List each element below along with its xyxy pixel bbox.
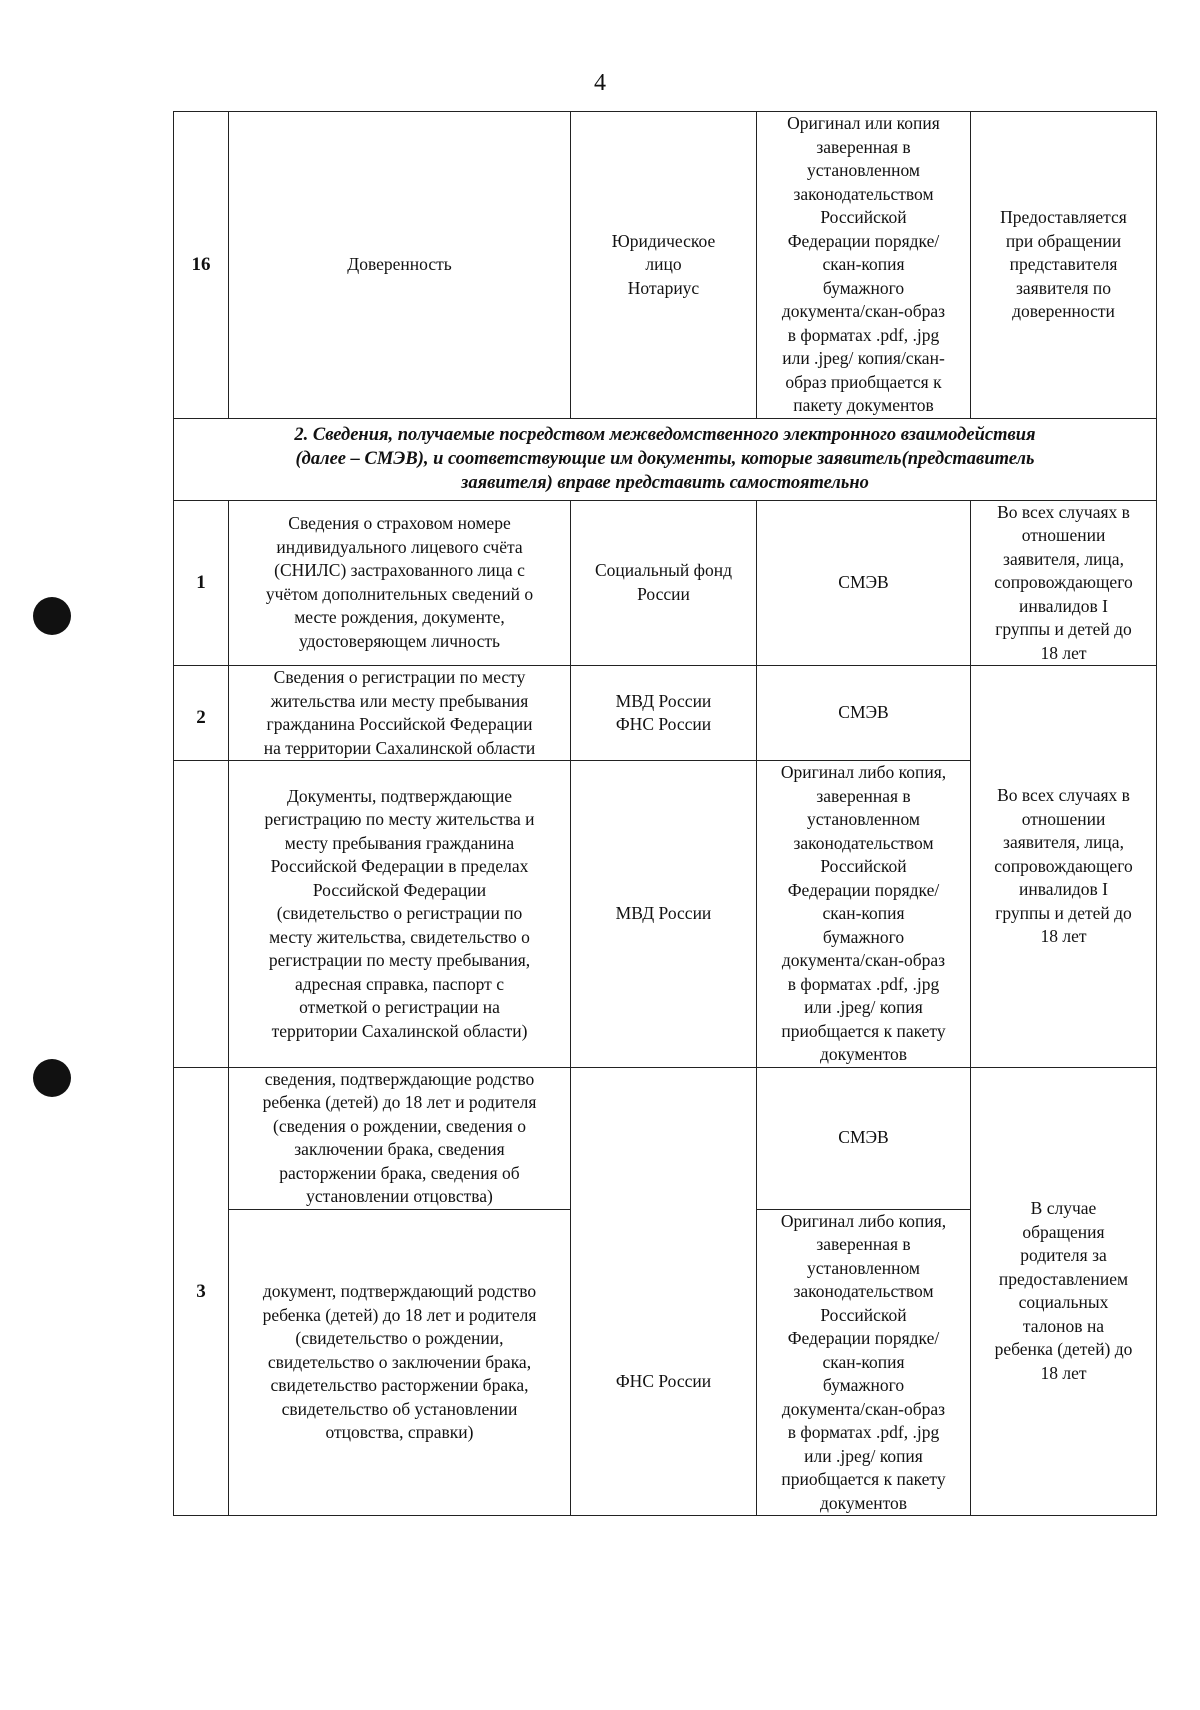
- row-number: 3: [174, 1067, 229, 1516]
- table-row: [174, 1067, 1157, 1209]
- issuer-cell: [571, 500, 757, 666]
- text-line: представителя: [1009, 254, 1118, 274]
- text-line: 18 лет: [1040, 1362, 1087, 1383]
- text-line: приобщается к пакету: [781, 1020, 946, 1041]
- text-line: документов: [819, 1044, 908, 1064]
- text-line: отношении: [1021, 808, 1106, 829]
- text-line: скан-копия: [822, 903, 905, 923]
- text-line: Социальный фонд: [594, 560, 732, 581]
- text-line: 18 лет: [1040, 926, 1087, 946]
- text-line: регистрации по месту пребывания,: [268, 950, 531, 970]
- text-line: бумажного: [822, 926, 905, 947]
- text-line: законодательством: [793, 1281, 934, 1301]
- text-line: сопровождающего: [994, 572, 1133, 592]
- text-line: расторжении брака, сведения об: [279, 1162, 520, 1183]
- text-line: отцовства, справки): [325, 1422, 474, 1442]
- text-line: инвалидов I: [1019, 879, 1108, 899]
- text-line: МВД России: [615, 690, 712, 711]
- text-line: законодательством: [793, 183, 934, 204]
- text-line: заявителя по: [1015, 277, 1112, 298]
- text-line: удостоверяющем личность: [298, 630, 500, 651]
- page-number: 4: [594, 70, 606, 96]
- text-line: обращения: [1022, 1221, 1105, 1242]
- text-line: Федерации порядке/: [787, 230, 940, 251]
- text-line: 2. Сведения, получаемые посредством межведомственного электронного взаимодействия: [294, 425, 1036, 445]
- text-line: бумажного: [822, 277, 905, 298]
- text-line: (СНИЛС) застрахованного лица с: [274, 560, 525, 581]
- document-name-cell: Доверенность: [229, 112, 571, 419]
- text-line: Сведения о страховом номере: [288, 513, 511, 534]
- text-line: установленном: [806, 809, 920, 829]
- text-line: сопровождающего: [994, 855, 1133, 876]
- text-line: 18 лет: [1040, 642, 1087, 663]
- text-line: пакету документов: [793, 395, 934, 415]
- text-line: скан-копия: [822, 1351, 905, 1372]
- text-line: скан-копия: [822, 254, 905, 274]
- text-line: документа/скан-образ: [781, 301, 946, 321]
- text-line: документов: [819, 1492, 908, 1513]
- text-line: адресная справка, паспорт с: [295, 973, 504, 994]
- text-line: установленном: [806, 1257, 920, 1278]
- text-line: Предоставляется: [1000, 207, 1127, 227]
- text-line: Оригинал либо копия,: [780, 1210, 947, 1231]
- text-line: жительства или месту пребывания: [270, 690, 529, 711]
- text-line: в форматах .pdf, .jpg: [787, 973, 940, 994]
- text-line: месте рождения, документе,: [294, 607, 505, 628]
- text-line: родителя за: [1020, 1245, 1107, 1266]
- text-line: образ приобщается к: [785, 371, 942, 392]
- text-line: В случае: [1030, 1198, 1097, 1219]
- text-line: заявителя) вправе представить самостоятельно: [461, 473, 869, 493]
- text-line: заявителя, лица,: [1003, 548, 1124, 569]
- text-line: заключении брака, сведения: [294, 1139, 505, 1159]
- table-row: [174, 112, 1157, 419]
- text-line: Российской Федерации: [312, 879, 487, 900]
- row-number: 1: [174, 500, 229, 666]
- text-line: месту пребывания гражданина: [284, 832, 515, 853]
- punch-hole: [33, 1059, 71, 1097]
- text-line: Российской Федерации в пределах: [270, 856, 529, 876]
- table-row: [174, 666, 1157, 761]
- issuer-cell: [571, 666, 757, 761]
- text-line: индивидуального лицевого счёта: [276, 536, 523, 557]
- document-name-cell: [229, 761, 571, 1068]
- text-line: учётом дополнительных сведений о: [265, 583, 534, 604]
- text-line: ФНС России: [615, 714, 712, 734]
- row-number-continuation: [174, 761, 229, 1068]
- condition-cell: [971, 112, 1157, 419]
- text-line: документа/скан-образ: [781, 1398, 946, 1419]
- issuer-cell: [571, 112, 757, 419]
- text-line: доверенности: [1012, 301, 1115, 321]
- text-line: заверенная в: [816, 136, 911, 157]
- document-name-cell: [229, 500, 571, 666]
- text-line: Оригинал либо копия,: [780, 762, 947, 782]
- text-line: Сведения о регистрации по месту: [273, 667, 526, 687]
- text-line: установлении отцовства): [306, 1186, 493, 1206]
- text-line: документ, подтверждающий родство: [262, 1281, 537, 1301]
- text-line: группы и детей до: [995, 902, 1132, 923]
- submission-form-cell: СМЭВ: [757, 666, 971, 761]
- text-line: (свидетельство о регистрации по: [276, 903, 523, 923]
- text-line: при обращении: [1005, 230, 1122, 251]
- submission-form-cell: [757, 112, 971, 419]
- issuer-cell: [571, 1067, 757, 1516]
- text-line: отношении: [1021, 525, 1106, 545]
- text-line: бумажного: [822, 1375, 905, 1395]
- text-line: социальных: [1018, 1292, 1109, 1313]
- text-line: в форматах .pdf, .jpg: [787, 1422, 940, 1442]
- text-line: России: [637, 583, 690, 604]
- text-line: отметкой о регистрации на: [299, 997, 500, 1017]
- text-line: территории Сахалинской области): [271, 1020, 528, 1041]
- text-line: Нотариус: [627, 277, 700, 298]
- text-line: Российской: [820, 1304, 907, 1325]
- table-row: [174, 500, 1157, 666]
- submission-form-cell: [757, 761, 971, 1068]
- text-line: группы и детей до: [995, 619, 1132, 639]
- text-line: (далее – СМЭВ), и соответствующие им документы, которые заявитель(представитель: [295, 449, 1035, 469]
- condition-cell: [971, 666, 1157, 1068]
- submission-form-cell: СМЭВ: [757, 1067, 971, 1209]
- text-line: свидетельство о заключении брака,: [267, 1351, 532, 1372]
- document-name-cell: [229, 666, 571, 761]
- text-line: Федерации порядке/: [787, 879, 940, 900]
- text-line: или .jpeg/ копия/скан-: [782, 348, 945, 368]
- text-line: приобщается к пакету: [781, 1469, 946, 1489]
- text-line: Во всех случаях в: [997, 785, 1130, 805]
- text-line: предоставлением: [998, 1268, 1129, 1289]
- text-line: Российской: [820, 207, 907, 227]
- text-line: на территории Сахалинской области: [263, 737, 536, 758]
- text-line: в форматах .pdf, .jpg: [787, 324, 940, 345]
- issuer-cell: МВД России: [571, 761, 757, 1068]
- text-line: свидетельство расторжении брака,: [270, 1375, 529, 1395]
- condition-cell: [971, 500, 1157, 666]
- row-number: 16: [174, 112, 229, 419]
- text-line: Федерации порядке/: [787, 1328, 940, 1348]
- text-line: гражданина Российской Федерации: [266, 714, 533, 734]
- text-line: ребенка (детей) до: [994, 1339, 1133, 1360]
- punch-hole: [33, 597, 71, 635]
- text-line: заявителя, лица,: [1003, 832, 1124, 852]
- text-line: или .jpeg/ копия: [804, 997, 923, 1017]
- section-header-row: [174, 418, 1157, 500]
- text-line: Во всех случаях в: [997, 501, 1130, 522]
- text-line: сведения, подтверждающие родство: [264, 1068, 535, 1089]
- text-line: месту жительства, свидетельство о: [269, 926, 530, 947]
- text-line: свидетельство об установлении: [281, 1398, 518, 1419]
- text-line: установленном: [806, 160, 920, 180]
- text-line: ребенка (детей) до 18 лет и родителя: [262, 1092, 537, 1112]
- text-line: Юридическое: [611, 230, 716, 251]
- section-2-title: [174, 418, 1157, 500]
- text-line: (свидетельство о рождении,: [295, 1328, 504, 1348]
- document-name-cell: [229, 1067, 571, 1209]
- submission-form-cell: СМЭВ: [757, 500, 971, 666]
- text-line: законодательством: [793, 832, 934, 853]
- condition-cell: [971, 1067, 1157, 1516]
- text-line: (сведения о рождении, сведения о: [273, 1115, 526, 1136]
- text-line: заверенная в: [816, 1234, 911, 1254]
- text-line: Документы, подтверждающие: [286, 785, 513, 806]
- text-line: или .jpeg/ копия: [804, 1445, 923, 1466]
- text-line: документа/скан-образ: [781, 950, 946, 970]
- row-number: 2: [174, 666, 229, 761]
- document-name-cell: [229, 1209, 571, 1516]
- text-line: ребенка (детей) до 18 лет и родителя: [262, 1304, 537, 1325]
- text-line: регистрацию по месту жительства и: [264, 809, 535, 829]
- text-line: талонов на: [1022, 1315, 1105, 1336]
- submission-form-cell: [757, 1209, 971, 1516]
- documents-table: [173, 111, 1157, 1516]
- text-line: Оригинал или копия: [787, 113, 940, 133]
- text-line: Российской: [820, 856, 907, 876]
- text-line: заверенная в: [816, 785, 911, 806]
- text-line: лицо: [645, 254, 682, 274]
- issuer-text: ФНС России: [615, 1370, 712, 1391]
- text-line: инвалидов I: [1019, 595, 1108, 616]
